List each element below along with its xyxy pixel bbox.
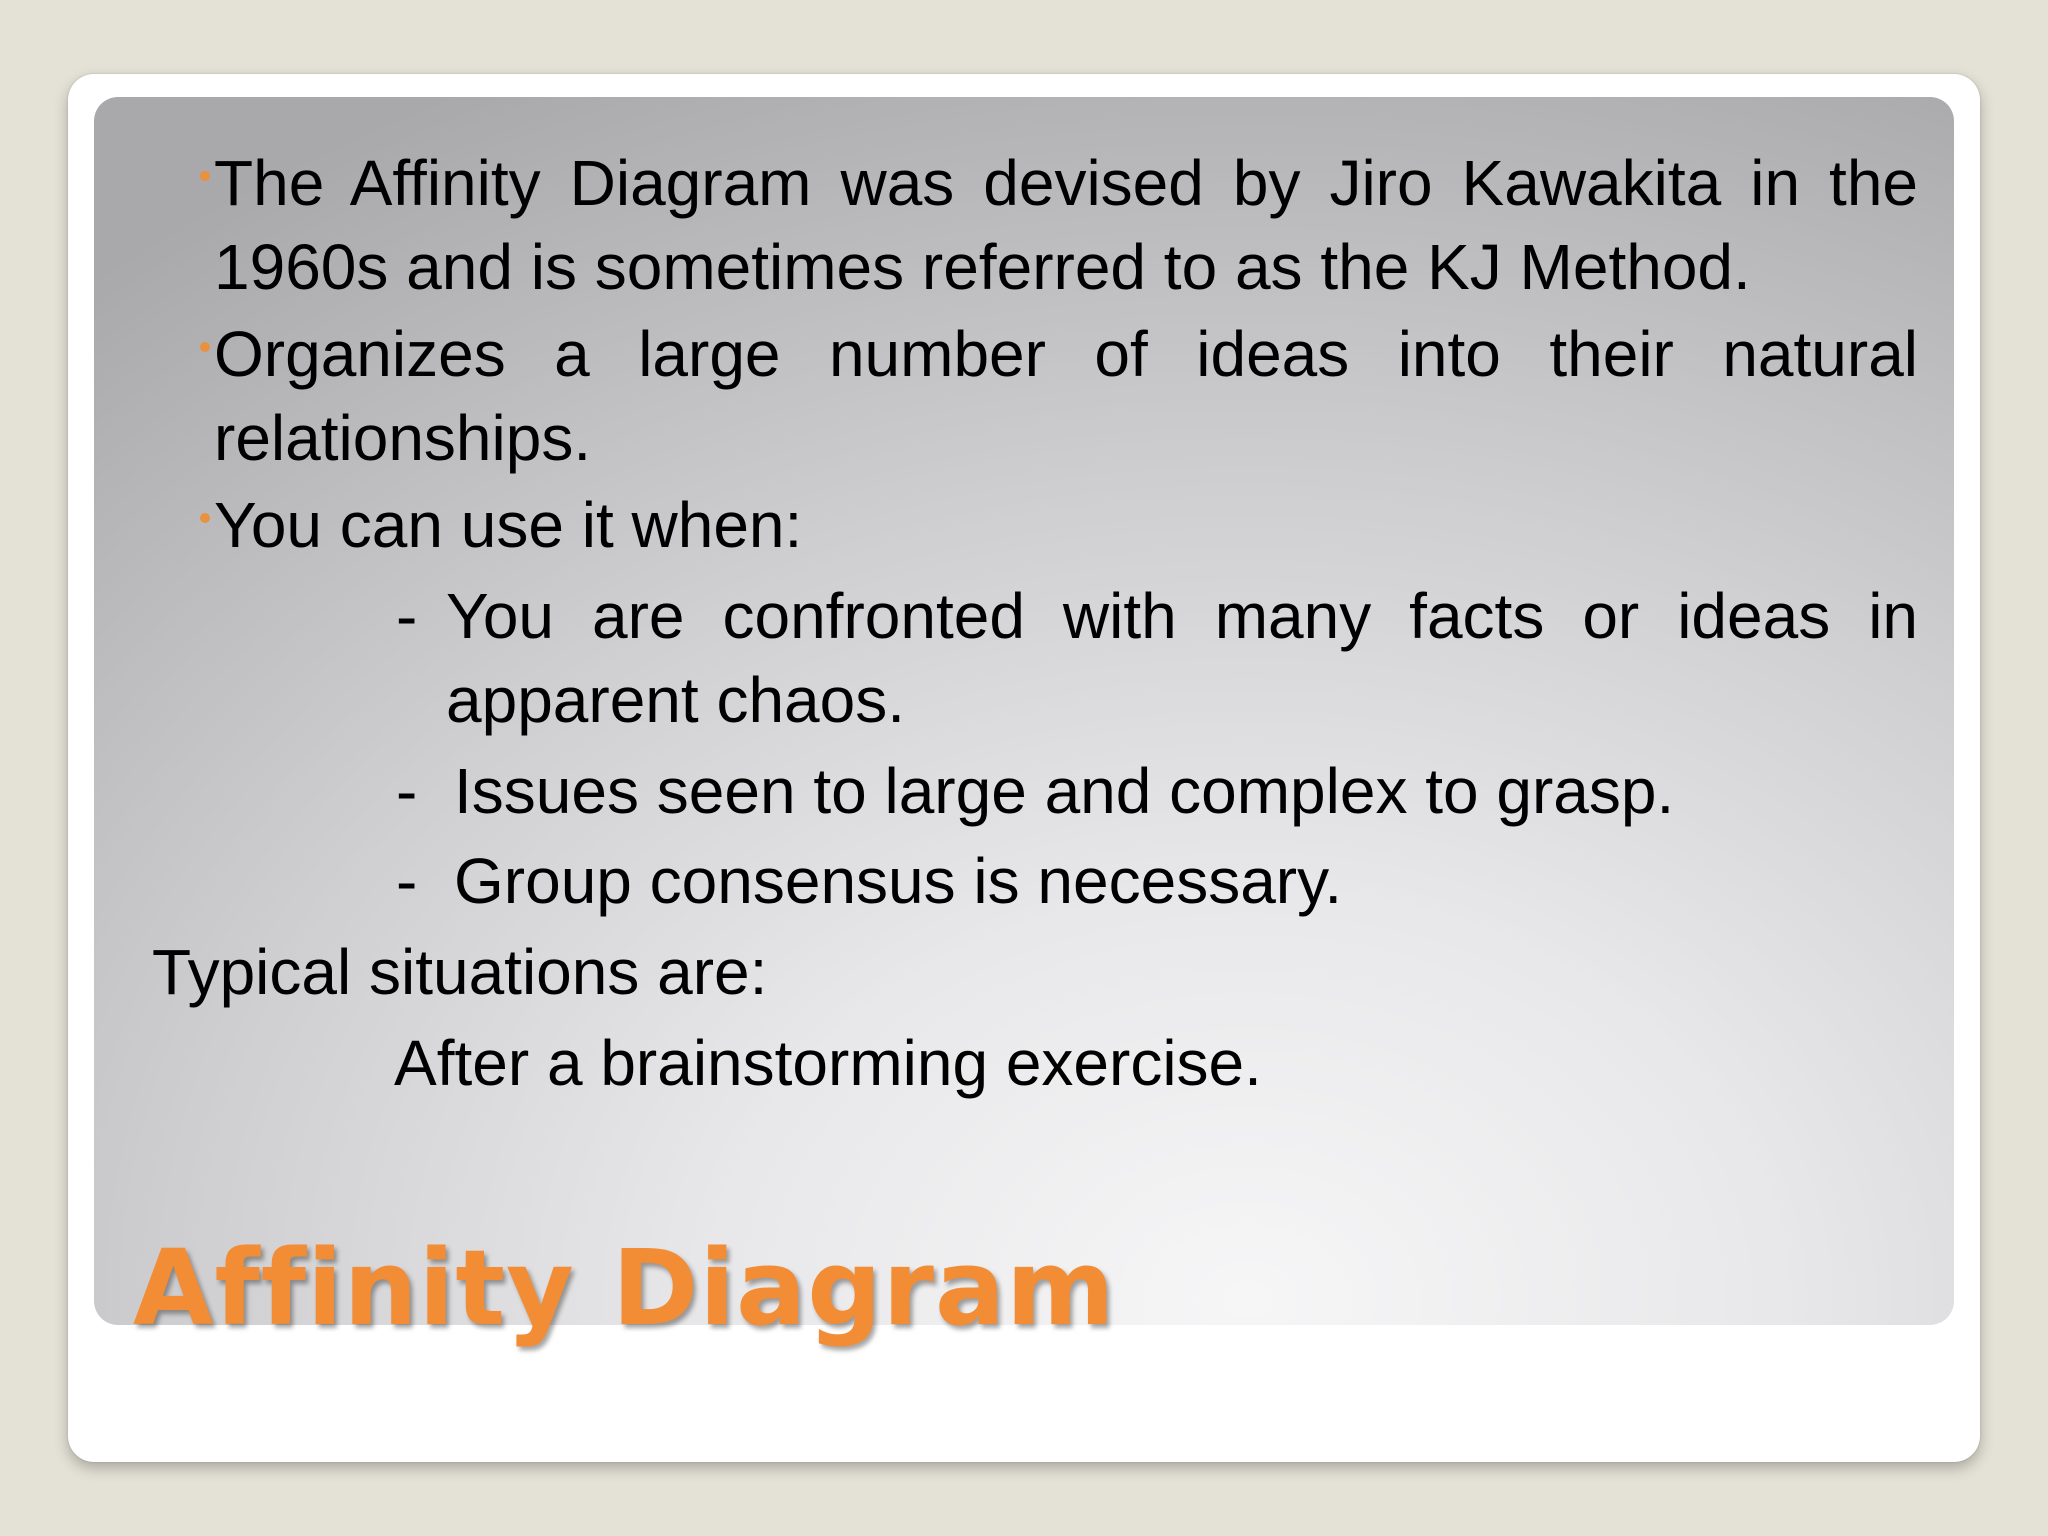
sub-item-text: Issues seen to large and complex to grasp. bbox=[454, 755, 1675, 827]
bullet-dot-icon bbox=[200, 342, 210, 352]
sub-item-text: Group consensus is necessary. bbox=[454, 845, 1343, 917]
sub-item-text: You are confronted with many facts or ideas in apparent chaos. bbox=[446, 580, 1918, 736]
dash-marker: - bbox=[396, 580, 418, 652]
typical-heading: Typical situations are: bbox=[152, 936, 768, 1008]
dash-marker: - bbox=[396, 755, 418, 827]
bullet-item-1 bbox=[214, 141, 1918, 309]
dash-marker: - bbox=[396, 845, 418, 917]
content-panel bbox=[94, 97, 1954, 1325]
slide-body bbox=[94, 97, 1954, 1325]
bullet-text: The Affinity Diagram was devised by Jiro Kawakita in the 1960s and is sometimes referred to as the KJ Method. bbox=[214, 147, 1918, 303]
bullet-text: You can use it when: bbox=[214, 489, 803, 561]
bullet-text: Organizes a large number of ideas into their natural relationships. bbox=[214, 318, 1918, 474]
slide-title: Affinity Diagram bbox=[133, 1227, 1116, 1349]
typical-example: After a brainstorming exercise. bbox=[394, 1027, 1262, 1099]
bullet-dot-icon bbox=[200, 513, 210, 523]
bullet-item-3 bbox=[214, 483, 1918, 567]
bullet-item-2 bbox=[214, 312, 1918, 480]
bullet-dot-icon bbox=[200, 171, 210, 181]
